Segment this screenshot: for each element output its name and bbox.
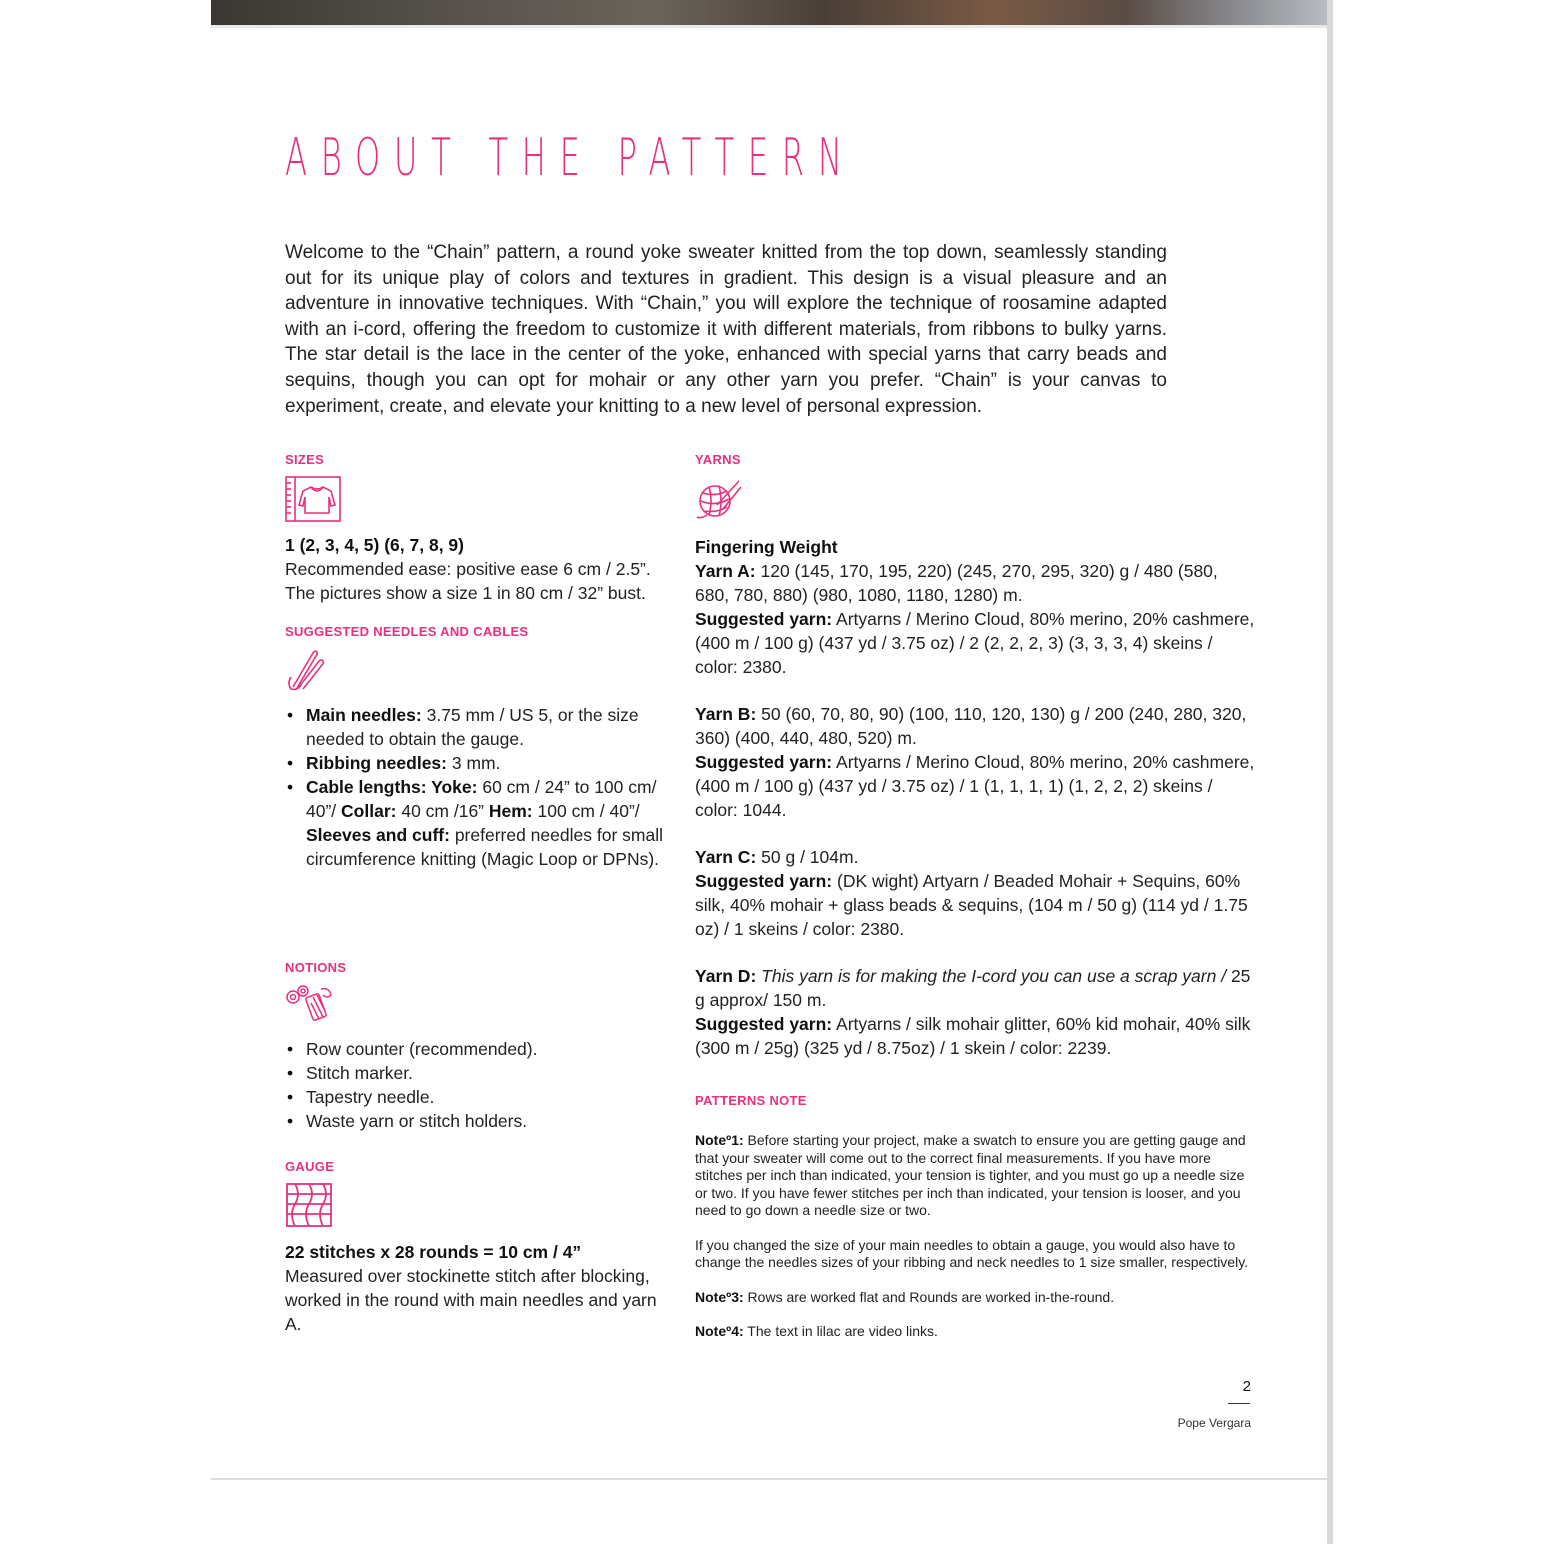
- list-item: • Waste yarn or stitch holders.: [285, 1109, 675, 1133]
- sweater-measure-icon: [285, 475, 341, 523]
- needles-list: [285, 703, 685, 871]
- header-photo: [211, 0, 1327, 25]
- notions-icon: [285, 983, 333, 1025]
- list-item: • Tapestry needle.: [285, 1085, 675, 1109]
- page-number-rule: [1228, 1403, 1250, 1404]
- yarn-d-block: Yarn D: This yarn is for making the I-cord you can use a scrap yarn / 25 g approx/ 150 m. Suggested yarn: Artyarns / silk mohair glitter, 60% kid mohair, 40% silk (300 m / 25g) (325 yd / 8.75oz) / 1 skein / color: 2239.: [695, 966, 1251, 1058]
- sizes-picture-note: The pictures show a size 1 in 80 cm / 32” bust.: [285, 583, 646, 603]
- notions-label: NOTIONS: [285, 960, 347, 975]
- list-item: • Main needles: 3.75 mm / US 5, or the size needed to obtain the gauge.: [285, 703, 685, 751]
- yarn-b-block: Yarn B: 50 (60, 70, 80, 90) (100, 110, 120, 130) g / 200 (240, 280, 320, 360) (400, 440, 480, 520) m. Suggested yarn: Artyarns / Merino Cloud, 80% merino, 20% cashmere, (400 m / 100 g) (437 yd / 3.75 oz) / 1 (1, 1, 1, 1) (1, 2, 2, 2) skeins / color: 1044.: [695, 704, 1255, 820]
- page-bottom-edge: [211, 1478, 1327, 1480]
- page-number: 2: [1242, 1378, 1251, 1395]
- sizes-section: [285, 452, 675, 605]
- right-column: [695, 452, 1255, 1341]
- needles-label: SUGGESTED NEEDLES AND CABLES: [285, 624, 529, 639]
- yarn-weight: Fingering Weight: [695, 537, 838, 557]
- yarn-a-block: Yarn A: 120 (145, 170, 195, 220) (245, 270, 295, 320) g / 480 (580, 680, 780, 880) (980, 1080, 1180, 1280) m. Suggested yarn: Artyarns / Merino Cloud, 80% merino, 20% cashmere, (400 m / 100 g) (437 yd / 3.75 oz) / 2 (2, 2, 2, 3) (3, 3, 3, 4) skeins / color: 2380.: [695, 561, 1255, 677]
- list-item: • Stitch marker.: [285, 1061, 675, 1085]
- left-column: [285, 452, 675, 1334]
- sizes-heading: 1 (2, 3, 4, 5) (6, 7, 8, 9): [285, 535, 464, 555]
- notions-list: [285, 1037, 675, 1133]
- note-2: If you changed the size of your main needles to obtain a gauge, you would also have to change the needles sizes of your ribbing and neck needles to 1 size smaller, respectively.: [695, 1236, 1249, 1270]
- page-title: ABOUT THE PATTERN: [285, 128, 856, 188]
- gauge-text: Measured over stockinette stitch after blocking, worked in the round with main needles and yarn A.: [285, 1266, 657, 1334]
- yarn-c-block: Yarn C: 50 g / 104m. Suggested yarn: (DK wight) Artyarn / Beaded Mohair + Sequins, 60% silk, 40% mohair + glass beads & sequins, (104 m / 50 g) (114 yd / 1.75 oz) / 1 skeins / color: 2380.: [695, 847, 1248, 939]
- yarns-label: YARNS: [695, 452, 741, 467]
- gauge-heading: 22 stitches x 28 rounds = 10 cm / 4”: [285, 1242, 582, 1262]
- document-page: [211, 0, 1327, 1478]
- note-1: Noteº1: Before starting your project, make a swatch to ensure you are getting gauge and that your sweater will come out to the correct final measurements. If you have more stitches per inch than indicated, your tension is tighter, and you must go up a needle size or two. If you have fewer stitches per inch than indicated, your tension is looser, and you need to go down a needle size or two.: [695, 1132, 1246, 1218]
- list-item: • Row counter (recommended).: [285, 1037, 675, 1061]
- sizes-label: SIZES: [285, 452, 325, 467]
- note-4: Noteº4: The text in lilac are video links.: [695, 1323, 938, 1339]
- page-edge-shadow: [1327, 0, 1333, 1544]
- yarn-ball-icon: [695, 475, 741, 521]
- list-item: • Ribbing needles: 3 mm.: [285, 751, 685, 775]
- sizes-ease: Recommended ease: positive ease 6 cm / 2.5”.: [285, 559, 651, 579]
- intro-paragraph: Welcome to the “Chain” pattern, a round yoke sweater knitted from the top down, seamlessly standing out for its unique play of colors and textures in gradient. This design is a visual pleasure and an adventure in innovative techniques. With “Chain,” you will explore the technique of roosamine adapted with an i-cord, offering the freedom to customize it with different materials, from ribbons to bulky yarns. The star detail is the lace in the center of the yoke, enhanced with special yarns that carry beads and sequins, though you can opt for mohair or any other yarn you prefer. “Chain” is your canvas to experiment, create, and elevate your knitting to a new level of personal expression.: [285, 242, 1167, 417]
- gauge-section: [285, 1159, 675, 1336]
- notions-section: [285, 960, 675, 1133]
- author-name: Pope Vergara: [1177, 1416, 1251, 1430]
- stitch-grid-icon: [285, 1182, 333, 1228]
- knitting-needles-icon: [285, 647, 329, 691]
- patterns-note-label: PATTERNS NOTE: [695, 1093, 807, 1108]
- gauge-label: GAUGE: [285, 1159, 335, 1174]
- note-3: Noteº3: Rows are worked flat and Rounds are worked in-the-round.: [695, 1288, 1115, 1305]
- needles-section: [285, 624, 685, 871]
- list-item: • Cable lengths: Yoke: 60 cm / 24” to 100 cm/ 40”/ Collar: 40 cm /16” Hem: 100 cm / 40”/ Sleeves and cuff: preferred needles for small circumference knitting (Magic Loop or DPNs).: [285, 775, 685, 871]
